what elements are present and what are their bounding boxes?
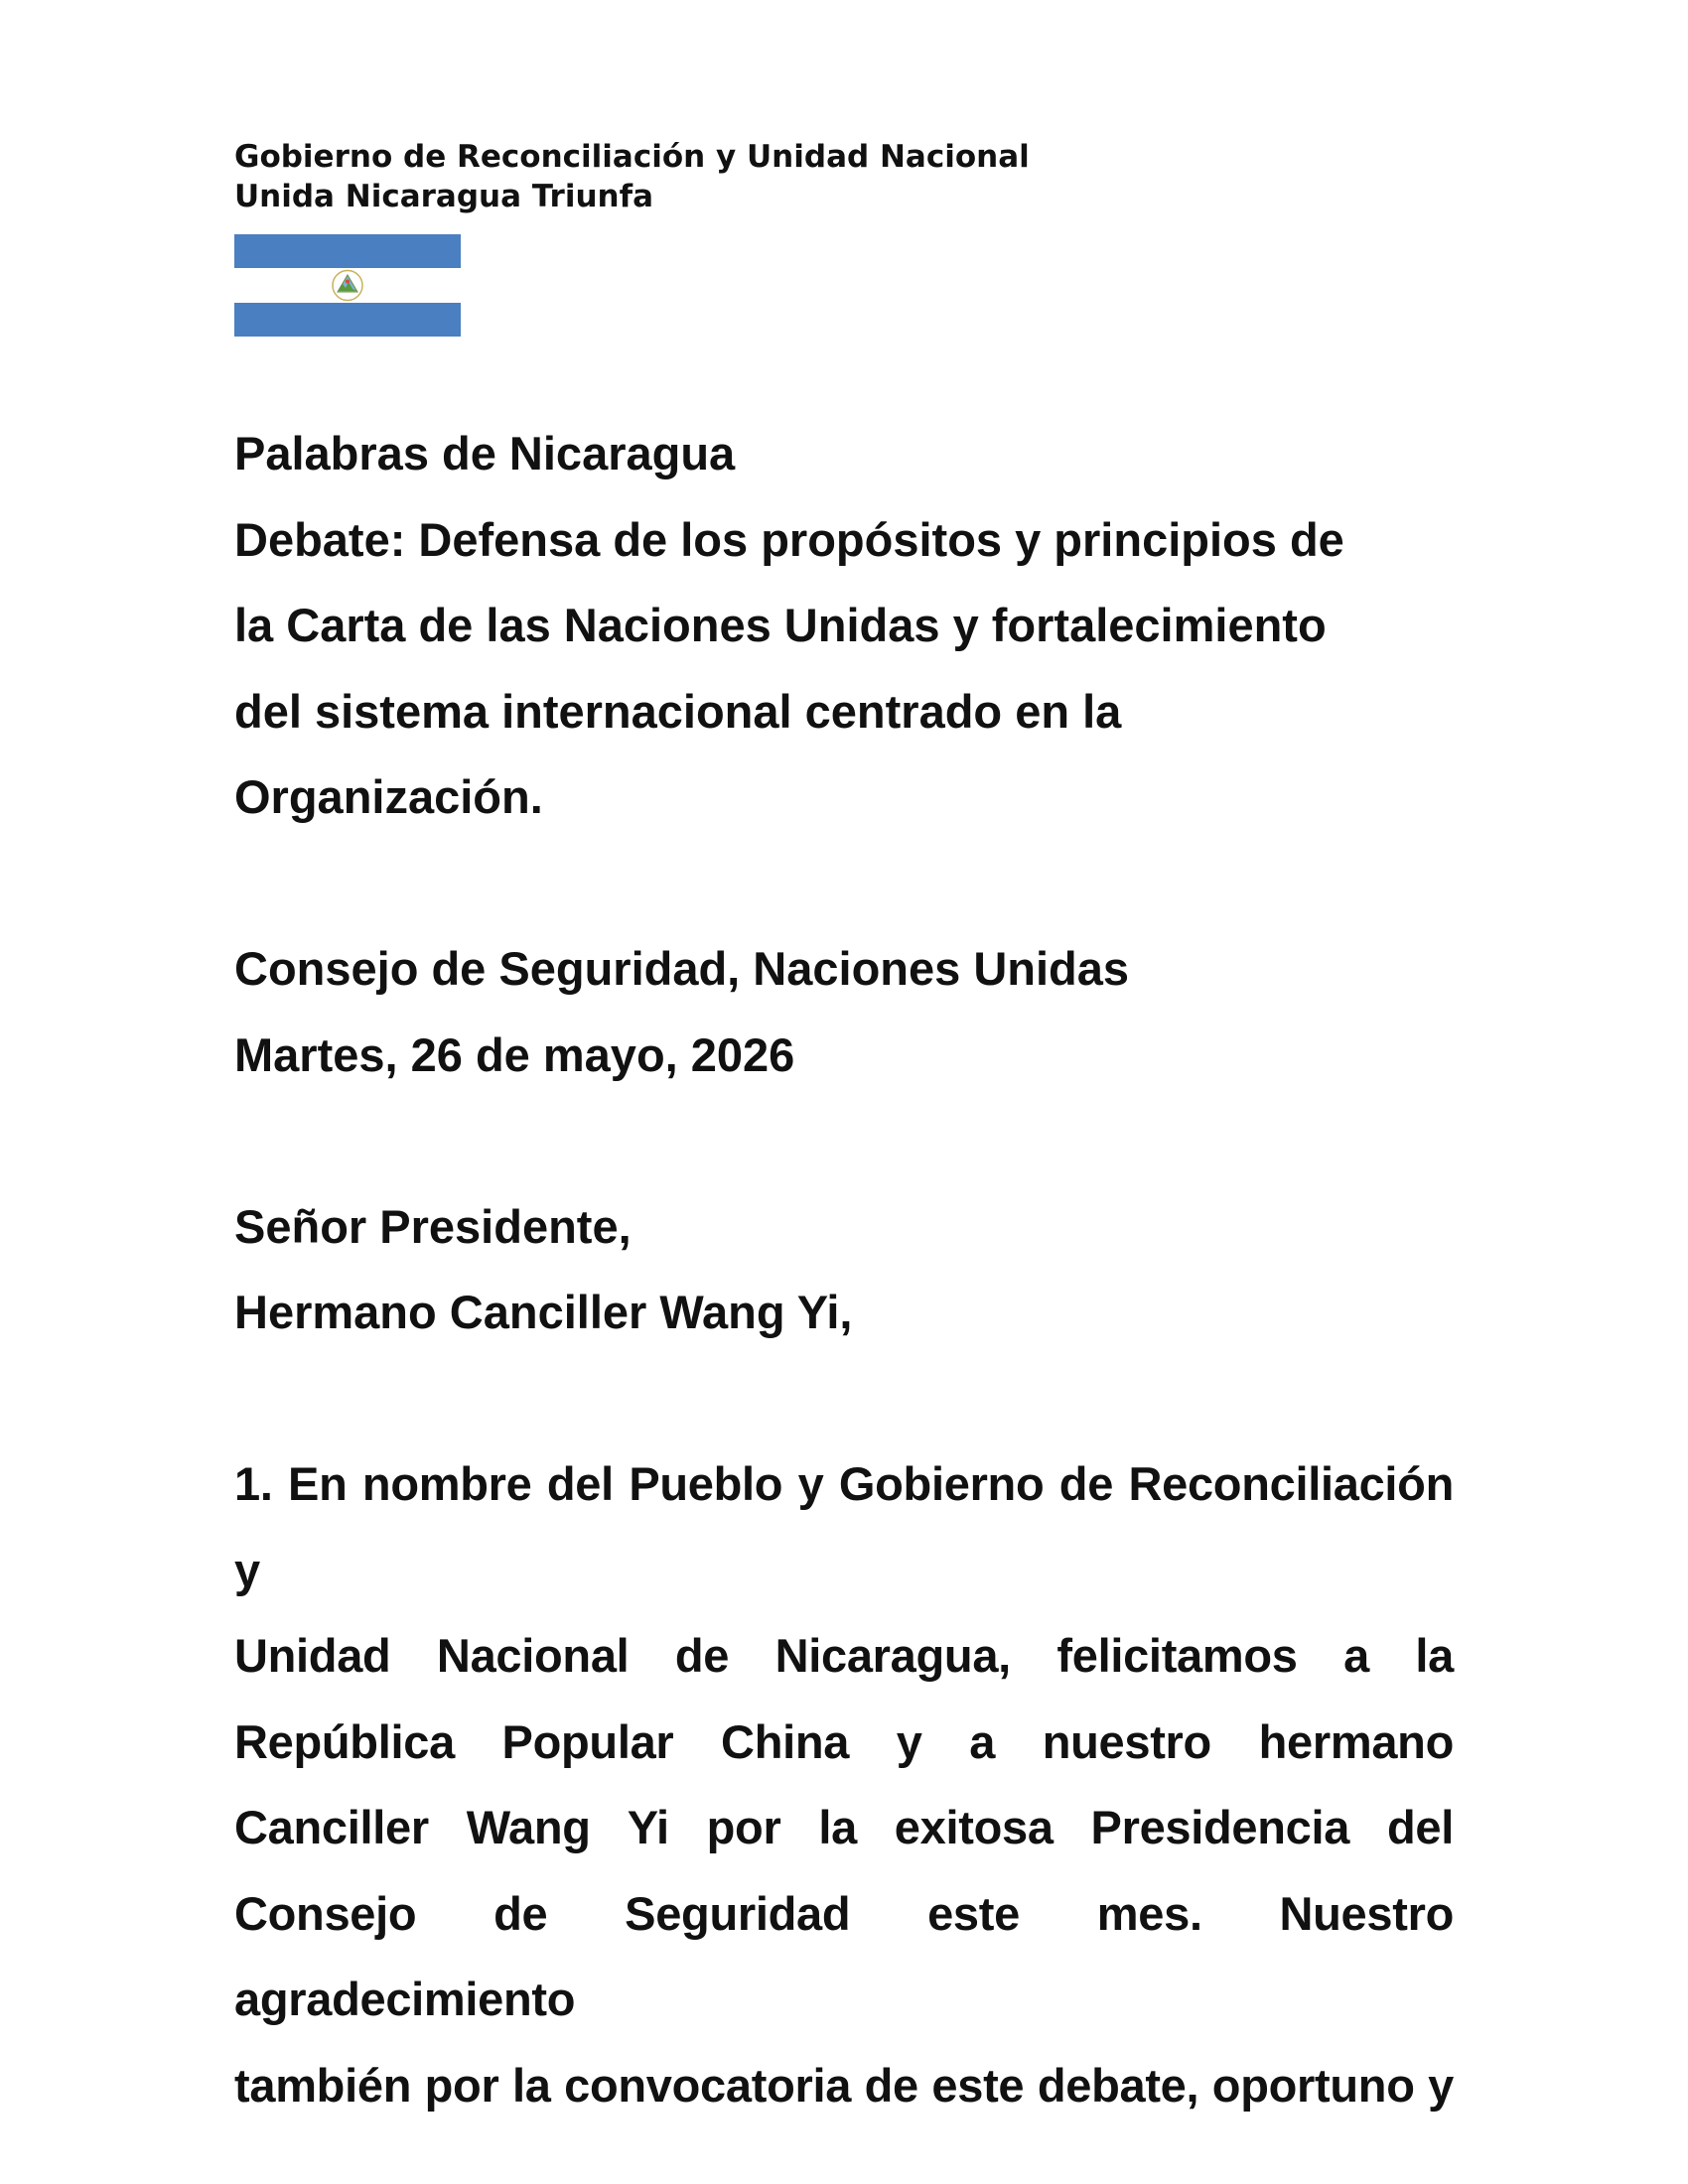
government-slogan: Unida Nicaragua Triunfa — [234, 179, 654, 214]
paragraph-1 — [234, 1441, 1454, 2128]
paragraph-line: Consejo de Seguridad este mes. Nuestro agradecimiento — [234, 1886, 1454, 2025]
paragraph-line: también por la convocatoria de este debate, oportuno y — [234, 2058, 1454, 2112]
debate-title-line: Organización. — [234, 770, 543, 823]
venue-line: Consejo de Seguridad, Naciones Unidas — [234, 942, 1130, 995]
debate-title-line: del sistema internacional centrado en la — [234, 684, 1122, 738]
document-header — [234, 137, 1030, 216]
debate-title-line: Debate: Defensa de los propósitos y principios de — [234, 512, 1344, 566]
paragraph-line: Unidad Nacional de Nicaragua, felicitamos a la — [234, 1629, 1454, 1682]
paragraph-line: Canciller Wang Yi por la exitosa Presidencia del — [234, 1801, 1454, 1853]
government-name: Gobierno de Reconciliación y Unidad Nacional — [234, 139, 1030, 175]
document-body — [234, 411, 1454, 2128]
date-line: Martes, 26 de mayo, 2026 — [234, 1027, 795, 1081]
salutation-line: Señor Presidente, — [234, 1199, 632, 1253]
speech-title: Palabras de Nicaragua — [234, 427, 736, 479]
paragraph-line: 1. En nombre del Pueblo y Gobierno de Reconciliación y — [234, 1457, 1454, 1596]
paragraph-line: República Popular China y a nuestro hermano — [234, 1714, 1454, 1768]
nicaragua-flag-icon — [234, 234, 461, 337]
salutation-line: Hermano Canciller Wang Yi, — [234, 1286, 853, 1338]
coat-of-arms-icon — [333, 271, 362, 301]
debate-title-line: la Carta de las Naciones Unidas y fortalecimiento — [234, 599, 1327, 651]
